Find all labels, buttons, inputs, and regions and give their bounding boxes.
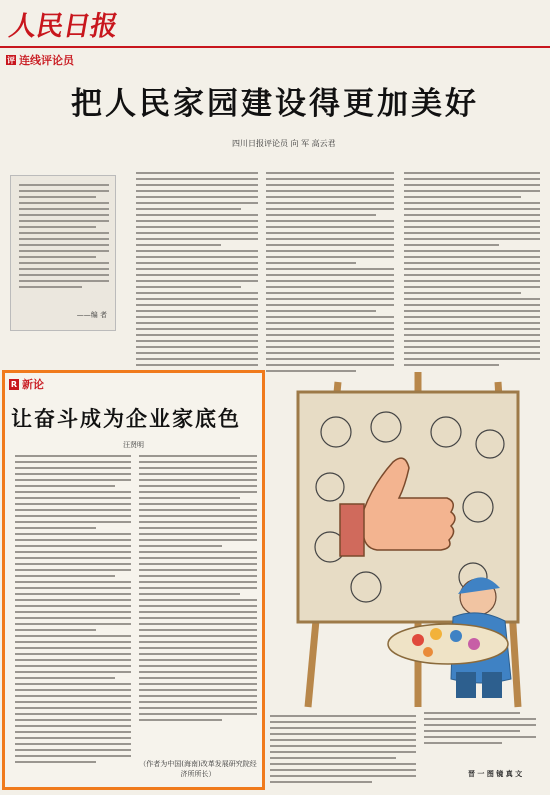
cartoon-illustration <box>268 372 546 712</box>
lower-body-column <box>270 715 416 787</box>
section-tag-icon: 评 <box>7 55 15 65</box>
article-author: 汪贤明 <box>123 441 144 449</box>
cartoon-caption <box>424 712 536 748</box>
masthead <box>6 4 130 44</box>
editor-signature: ——编 者 <box>76 311 107 319</box>
masthead-rule <box>0 46 550 48</box>
new-section-tag-label: 新论 <box>22 378 44 391</box>
headline-byline: 四川日报评论员 向 军 高云君 <box>232 139 336 148</box>
article-column-1 <box>15 455 131 767</box>
article-column-2 <box>139 455 257 725</box>
article-footer: （作者为中国(海南)改革发展研究院经济所所长） <box>139 760 257 778</box>
editor-note-text <box>19 184 109 302</box>
featured-article[interactable] <box>2 370 265 790</box>
section-tag <box>6 52 74 68</box>
body-column-3 <box>404 172 540 370</box>
article-title: 让奋斗成为企业家底色 <box>11 407 241 431</box>
page-headline: 把人民家园建设得更加美好 <box>71 86 479 122</box>
illustration-credit: 晋 一 图 镜 真 文 <box>468 770 523 778</box>
body-column-1 <box>136 172 258 400</box>
new-section-tag-icon: R <box>10 379 18 389</box>
masthead-logo: 人民日报 <box>6 11 121 42</box>
section-tag-label: 连线评论员 <box>19 54 74 67</box>
editor-note-box <box>10 175 116 331</box>
new-section-tag <box>9 376 44 392</box>
body-column-2 <box>266 172 394 376</box>
